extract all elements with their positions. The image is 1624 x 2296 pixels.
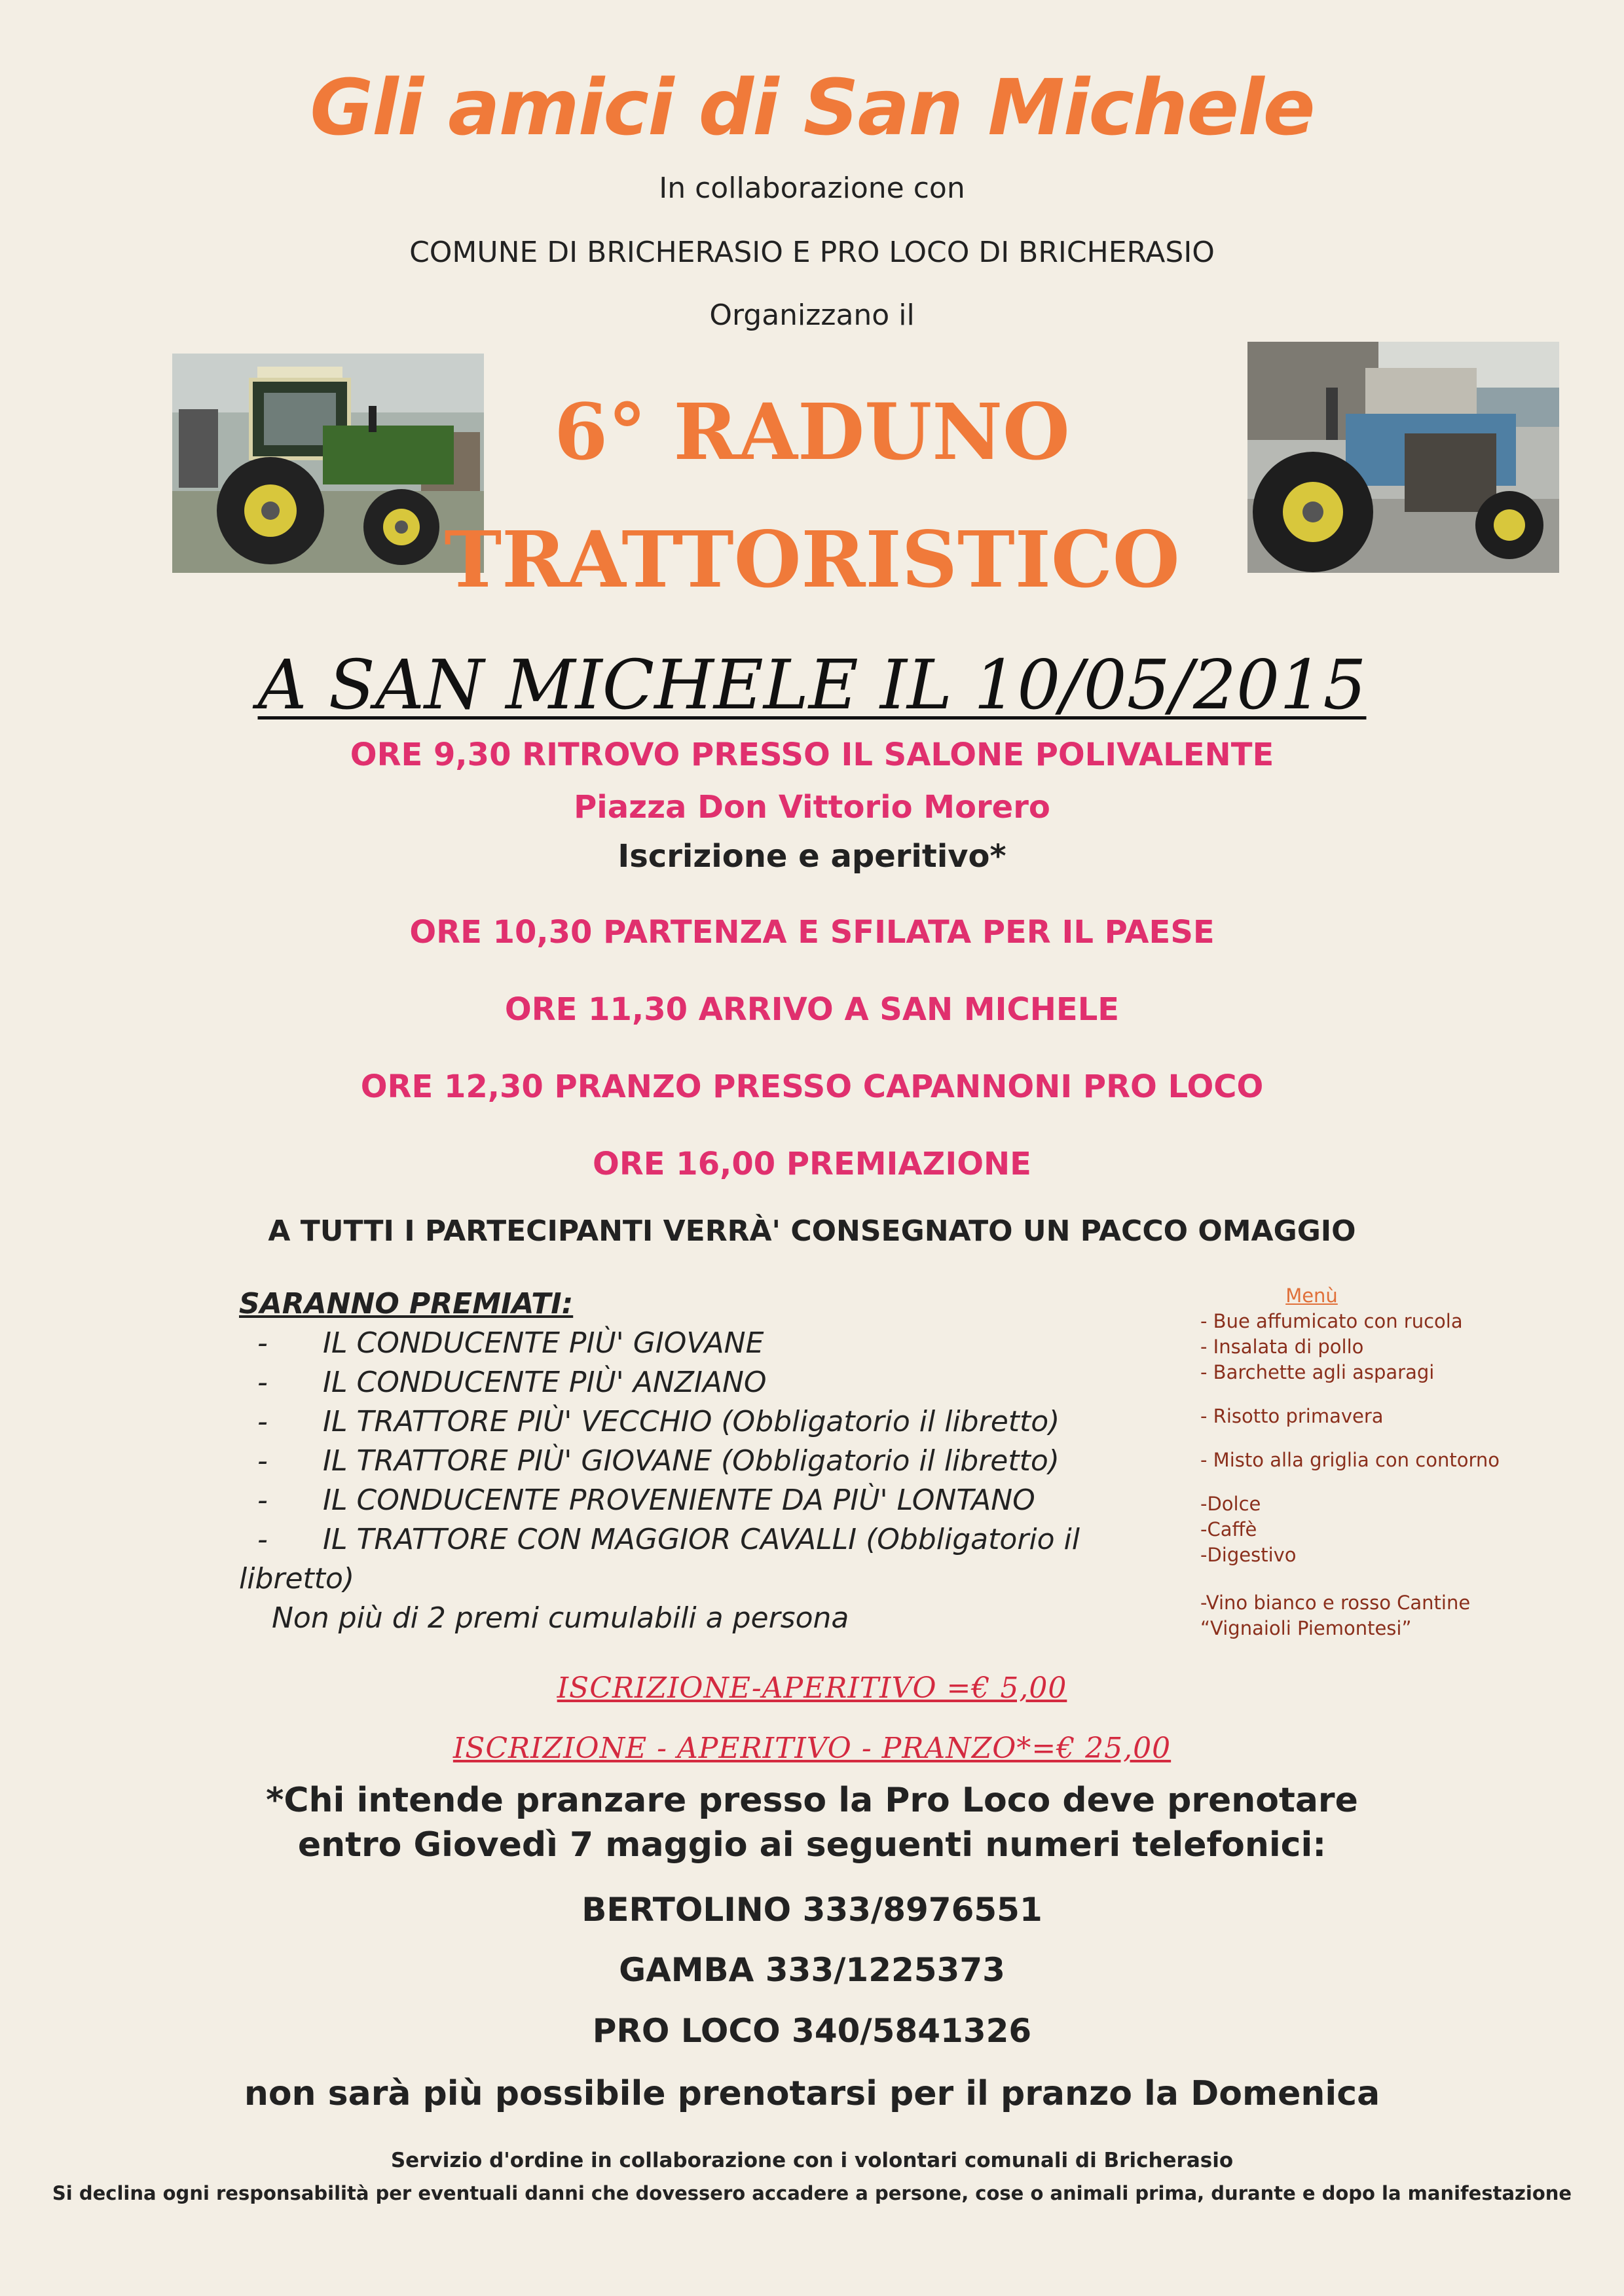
list-item: - IL CONDUCENTE PIÙ' GIOVANE xyxy=(257,1326,764,1360)
prizes-list xyxy=(239,1285,1156,1638)
list-item-wrap: libretto) xyxy=(239,1562,355,1595)
menu-item: - Bue affumicato con rucola xyxy=(1200,1310,1463,1332)
menu-item: -Caffè xyxy=(1200,1518,1257,1540)
price-pranzo: ISCRIZIONE - APERITIVO - PRANZO*=€ 25,00 xyxy=(452,1732,1172,1765)
organize-line: Organizzano il xyxy=(709,299,915,332)
menu-item: -Digestivo xyxy=(1200,1544,1297,1566)
schedule-note: Iscrizione e aperitivo* xyxy=(618,838,1006,875)
prizes-heading: SARANNO PREMIATI: xyxy=(239,1287,574,1321)
schedule-item: ORE 16,00 PREMIAZIONE xyxy=(593,1146,1031,1182)
booking-line1: *Chi intende pranzare presso la Pro Loco deve prenotare xyxy=(266,1781,1358,1820)
schedule-location: Piazza Don Vittorio Morero xyxy=(574,789,1050,826)
menu-item: - Risotto primavera xyxy=(1200,1405,1384,1427)
list-item: - IL TRATTORE PIÙ' GIOVANE (Obbligatorio il libretto) xyxy=(257,1444,1060,1478)
booking-line2: entro Giovedì 7 maggio ai seguenti numeri telefonici: xyxy=(297,1825,1327,1865)
schedule-item: ORE 11,30 ARRIVO A SAN MICHELE xyxy=(504,991,1120,1028)
list-item: - IL TRATTORE PIÙ' VECCHIO (Obbligatorio il libretto) xyxy=(257,1405,1060,1438)
schedule-item: ORE 12,30 PRANZO PRESSO CAPANNONI PRO LOCO xyxy=(360,1068,1264,1105)
prizes-limit: Non più di 2 premi cumulabili a persona xyxy=(272,1601,849,1635)
footer-line1: Servizio d'ordine in collaborazione con i volontari comunali di Bricherasio xyxy=(390,2149,1234,2172)
phone-contact: GAMBA 333/1225373 xyxy=(619,1951,1005,1989)
list-item: - IL CONDUCENTE PIÙ' ANZIANO xyxy=(257,1366,767,1399)
event-date: A SAN MICHELE IL 10/05/2015 xyxy=(257,645,1367,725)
event-title-line2: TRATTORISTICO xyxy=(444,514,1180,605)
footer-disclaimer: Si declina ogni responsabilità per eventuali danni che dovessero accadere a persone, cose o animali prima, durante e dopo la manifestazione xyxy=(52,2182,1572,2204)
organizer-title: Gli amici di San Michele xyxy=(310,62,1314,153)
schedule-item: ORE 10,30 PARTENZA E SFILATA PER IL PAESE xyxy=(409,914,1215,951)
list-item: - IL TRATTORE CON MAGGIOR CAVALLI (Obbligatorio il xyxy=(257,1523,1080,1556)
menu-item: -Vino bianco e rosso Cantine “Vignaioli Piemontesi” xyxy=(1200,1592,1471,1639)
gift-line: A TUTTI I PARTECIPANTI VERRÀ' CONSEGNATO UN PACCO OMAGGIO xyxy=(268,1214,1356,1248)
menu-item: - Insalata di pollo xyxy=(1200,1336,1364,1358)
price-aperitivo: ISCRIZIONE-APERITIVO =€ 5,00 xyxy=(557,1671,1067,1705)
menu-item: - Misto alla griglia con contorno xyxy=(1200,1449,1500,1471)
phone-contact: BERTOLINO 333/8976551 xyxy=(581,1891,1043,1929)
partners-line: COMUNE DI BRICHERASIO E PRO LOCO DI BRICHERASIO xyxy=(409,236,1215,269)
booking-deadline-note: non sarà più possibile prenotarsi per il pranzo la Domenica xyxy=(244,2074,1380,2113)
menu-box xyxy=(1200,1283,1567,1641)
schedule-item: ORE 9,30 RITROVO PRESSO IL SALONE POLIVALENTE xyxy=(350,737,1274,773)
phone-contact: PRO LOCO 340/5841326 xyxy=(592,2012,1032,2050)
menu-item: -Dolce xyxy=(1200,1493,1261,1515)
list-item: - IL CONDUCENTE PROVENIENTE DA PIÙ' LONTANO xyxy=(257,1484,1035,1517)
menu-heading: Menù xyxy=(1285,1285,1338,1307)
collab-line: In collaborazione con xyxy=(659,172,965,205)
event-title-line1: 6° RADUNO xyxy=(554,386,1070,477)
menu-item: - Barchette agli asparagi xyxy=(1200,1361,1435,1383)
